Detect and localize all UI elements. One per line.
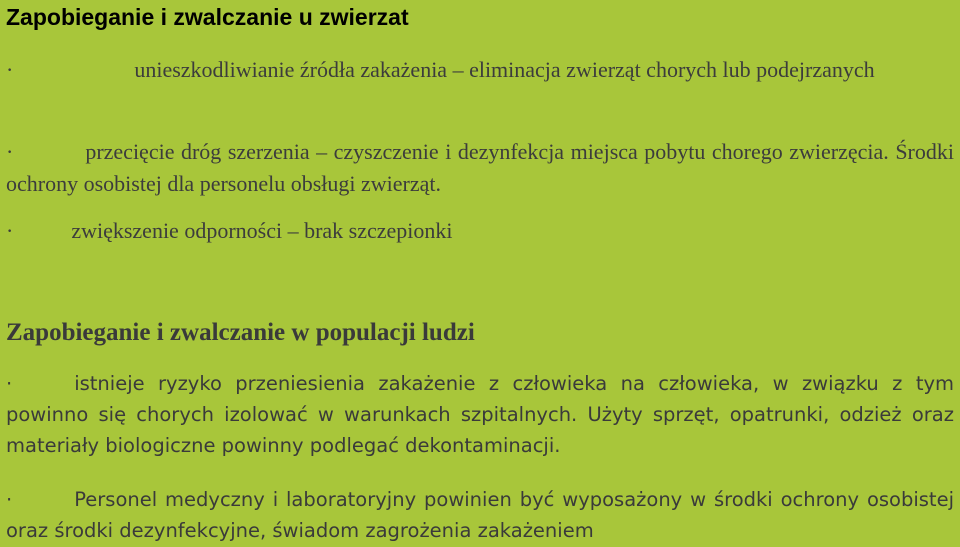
list-item-isolation — [6, 368, 954, 461]
section-title-animals: Zapobieganie i zwalczanie u zwierzat — [6, 4, 409, 30]
list-item-text: unieszkodliwianie źródła zakażenia – eliminacja zwierząt chorych lub podejrzanych — [134, 57, 875, 82]
list-item-immunity — [6, 215, 954, 247]
list-item-personnel — [6, 484, 954, 546]
list-item-text: przecięcie dróg szerzenia – czyszczenie i dezynfekcja miejsca pobytu chorego zwierzęcia. Środki ochrony osobistej dla personelu obsługi zwierząt. — [6, 139, 954, 196]
list-item-cut-spread — [6, 136, 954, 200]
list-item-eliminate-source — [6, 54, 954, 86]
list-item-text: Personel medyczny i laboratoryjny powinien być wyposażony w środki ochrony osobistej oraz środki dezynfekcyjne, świadom zagrożenia zakażeniem — [6, 488, 954, 542]
bullet-dot: · — [6, 139, 14, 164]
list-item-text: zwiększenie odporności – brak szczepionki — [71, 218, 453, 243]
bullet-dot: · — [6, 372, 13, 395]
bullet-dot: · — [6, 218, 14, 243]
list-item-text: istnieje ryzyko przeniesienia zakażenie z człowieka na człowieka, w związku z tym powinno się chorych izolować w warunkach szpitalnych. Użyty sprzęt, opatrunki, odzież oraz materiały biologiczne powinny podlegać dekontaminacji. — [6, 372, 954, 457]
bullet-dot: · — [6, 57, 14, 82]
bullet-dot: · — [6, 488, 13, 511]
section-title-humans: Zapobieganie i zwalczanie w populacji ludzi — [6, 319, 475, 346]
